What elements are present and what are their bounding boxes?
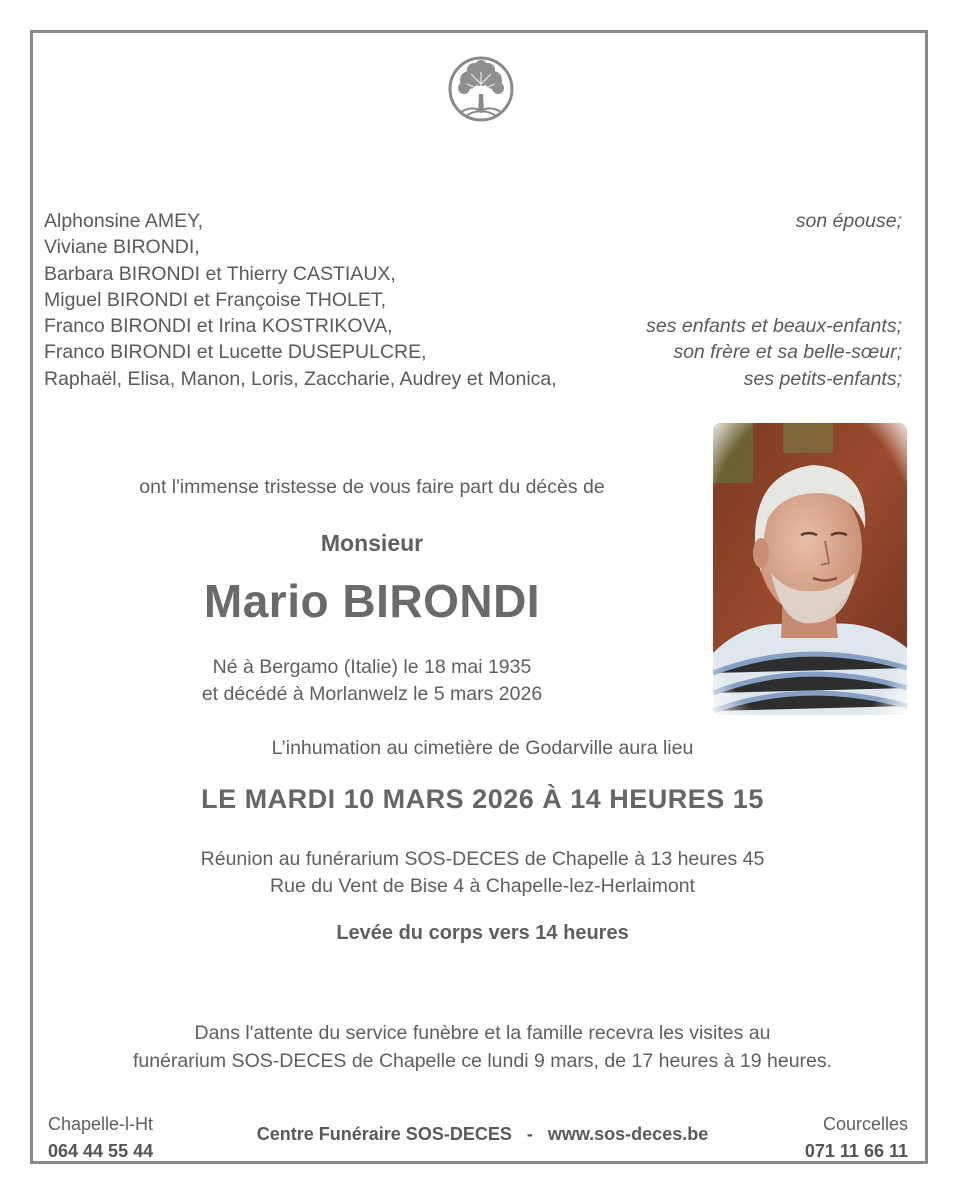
family-row — [44, 208, 902, 234]
portrait-photo — [713, 423, 907, 715]
death-info: et décédé à Morlanwelz le 5 mars 2026 — [201, 683, 543, 705]
deceased-name: Mario BIRONDI — [203, 575, 541, 627]
visitation-line-2: funérarium SOS-DECES de Chapelle ce lundi 9 mars, de 17 heures à 19 heures. — [132, 1050, 833, 1072]
family-row — [44, 261, 902, 287]
footer-left-phone: 064 44 55 44 — [48, 1141, 154, 1161]
funeral-home-address: Rue du Vent de Bise 4 à Chapelle-lez-Herlaimont — [270, 875, 695, 897]
family-name: Alphonsine AMEY, — [44, 210, 203, 232]
family-relation: ses petits-enfants; — [743, 367, 902, 390]
family-row — [44, 366, 902, 392]
family-name: Franco BIRONDI et Irina KOSTRIKOVA, — [44, 315, 393, 338]
footer-center-brand: Centre Funéraire SOS-DECES - www.sos-deces.be — [256, 1124, 709, 1144]
family-relation: son frère et sa belle-sœur; — [673, 341, 902, 364]
footer-right-city: Courcelles — [822, 1114, 908, 1134]
family-name: Miguel BIRONDI et Françoise THOLET, — [44, 288, 387, 311]
family-relation: ses enfants et beaux-enfants; — [646, 315, 902, 338]
family-name: Viviane BIRONDI, — [44, 236, 200, 259]
family-name: Barbara BIRONDI et Thierry CASTIAUX, — [44, 262, 396, 285]
family-row — [44, 339, 902, 365]
footer-right-contact — [805, 1112, 908, 1166]
family-name: Raphaël, Elisa, Manon, Loris, Zaccharie, Audrey et Monica, — [44, 367, 557, 390]
family-name: Franco BIRONDI et Lucette DUSEPULCRE, — [44, 341, 427, 364]
family-list — [44, 208, 902, 392]
tree-of-life-icon — [447, 54, 515, 126]
honorific-title: Monsieur — [320, 530, 424, 556]
family-row — [44, 313, 902, 339]
visitation-line-1: Dans l'attente du service funèbre et la famille recevra les visites au — [194, 1022, 771, 1044]
family-row — [44, 234, 902, 260]
family-row — [44, 287, 902, 313]
burial-intro: L’inhumation au cimetière de Godarville aura lieu — [271, 737, 694, 759]
family-relation: son épouse; — [795, 210, 902, 232]
body-removal-time: Levée du corps vers 14 heures — [336, 922, 629, 944]
footer-left-city: Chapelle-l-Ht — [48, 1114, 154, 1134]
burial-date: LE MARDI 10 MARS 2026 À 14 HEURES 15 — [201, 784, 764, 814]
footer-right-phone: 071 11 66 11 — [804, 1141, 908, 1161]
announcement-text: ont l'immense tristesse de vous faire part du décès de — [139, 476, 605, 498]
birth-info: Né à Bergamo (Italie) le 18 mai 1935 — [212, 656, 532, 678]
meeting-info: Réunion au funérarium SOS-DECES de Chapelle à 13 heures 45 — [200, 848, 765, 870]
